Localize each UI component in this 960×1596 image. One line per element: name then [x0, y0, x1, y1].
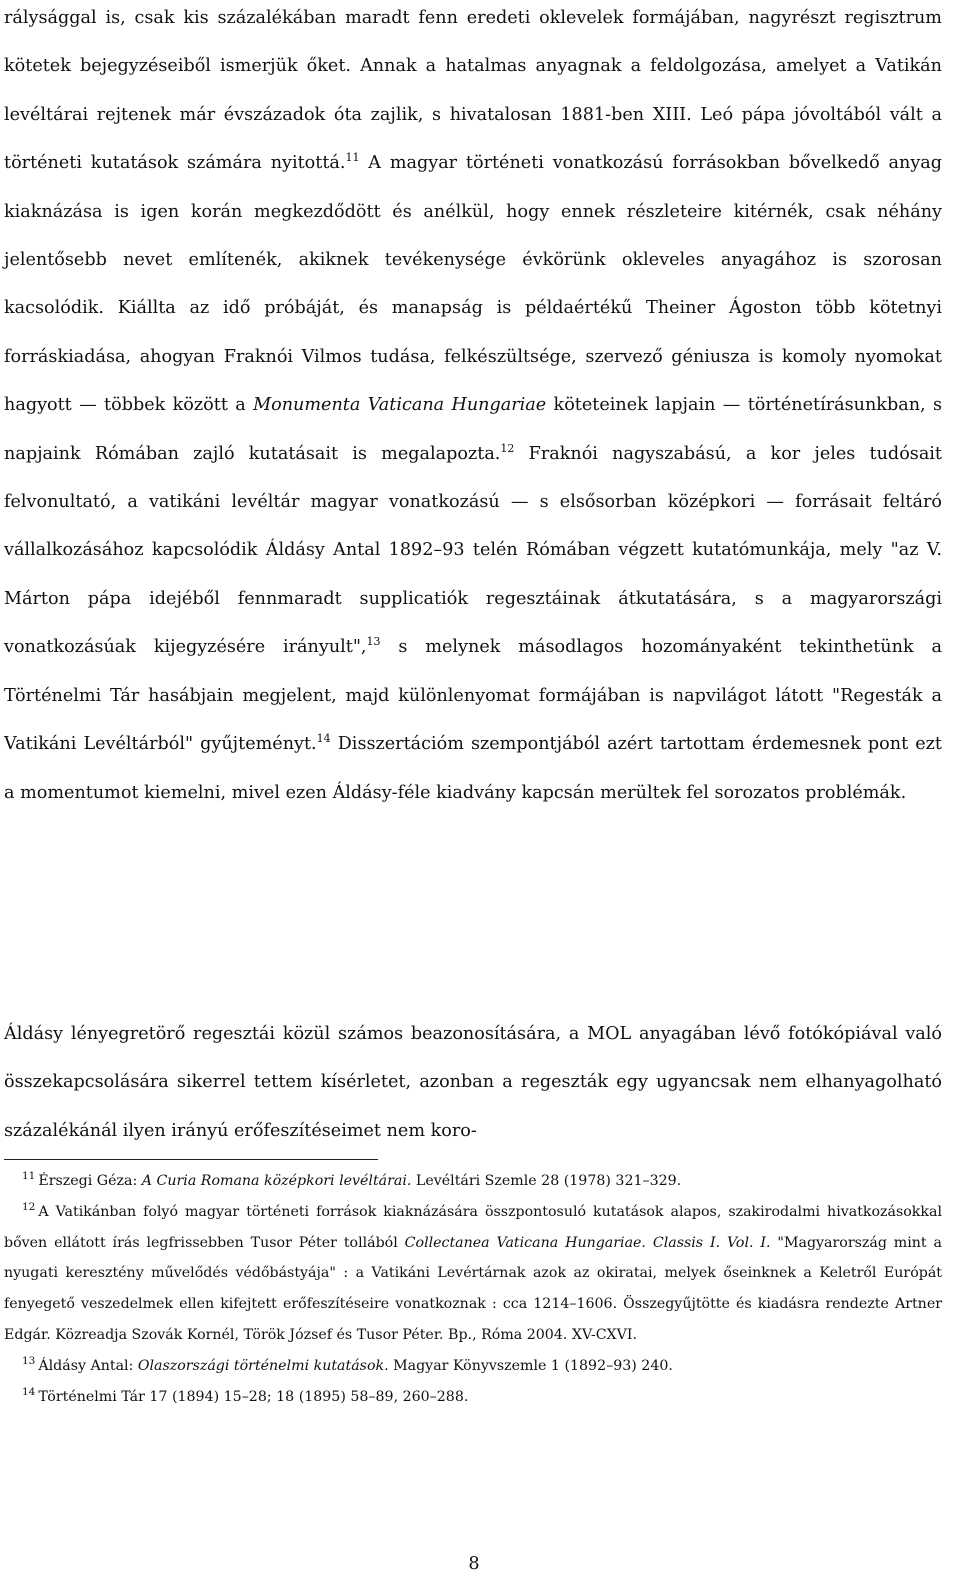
footnote-text: Áldásy Antal:: [38, 1357, 138, 1374]
text-run: Fraknói nagyszabású, a kor jeles tudósait felvonultató, a vatikáni levéltár magyar vonatkozású — s elsősorban középkori — forrásait feltáró vállalkozásához kapcsolódik Áldásy Antal 1892–93 telén Rómában végzett kutatómunkája, mely "az V. Márton pápa idejéből fennmaradt supplicatiók regesztáinak átkutatására, s a magyarországi vonatkozásúak kijegyzésére irányult",: [4, 443, 943, 658]
footnote-13: [4, 1351, 942, 1382]
text-run: A magyar történeti vonatkozású forrásokban bővelkedő anyag kiaknázása is igen korán megkezdődött és anélkül, hogy ennek részleteire kitérnék, csak néhány jelentősebb nevet említenék, akiknek tevékenysége évkörünk okleveles anyagához is szorosan kacsolódik. Kiállta az idő próbáját, és manapság is példaértékű Theiner Ágoston több kötetnyi forráskiadása, ahogyan Fraknói Vilmos tudása, felkészültsége, szervező géniusza is komoly nyomokat hagyott — többek között a: [4, 153, 943, 416]
footnote-number: 11: [22, 1170, 36, 1183]
footnote-ref-11[interactable]: 11: [345, 151, 360, 165]
text-run: s melynek másodlagos hozományaként tekinthetünk a Történelmi Tár hasábjain megjelent, majd különlenyomat formájában is napvilágot látott "Regesták a Vatikáni Levéltárból" gyűjteményt.: [4, 637, 942, 755]
footnote-text: Magyar Könyvszemle 1 (1892–93) 240.: [388, 1357, 673, 1374]
footnotes: [4, 1166, 942, 1412]
footnote-number: 12: [22, 1201, 36, 1214]
footnote-11: [4, 1166, 942, 1197]
italic-title: Monumenta Vaticana Hungariae: [253, 395, 547, 416]
page-number: 8: [468, 1554, 480, 1574]
footnote-italic: Collectanea Vaticana Hungariae. Classis I. Vol. I.: [404, 1234, 771, 1251]
text-run: Disszertációm szempontjából azért tartottam érdemesnek pont ezt a momentumot kiemelni, mivel ezen Áldásy-féle kiadvány kapcsán merültek fel sorozatos problémák.: [4, 734, 942, 803]
footnote-italic: Olaszországi történelmi kutatások.: [137, 1357, 389, 1374]
footnote-ref-13[interactable]: 13: [366, 635, 381, 649]
footnote-text: A Vatikánban folyó magyar történeti források kiaknázására összpontosuló kutatások alapos, szakirodalmi hivatkozásokkal bőven ellátott írás legfrissebben Tusor Péter tollából: [4, 1203, 942, 1251]
body-paragraph-1: [4, 0, 942, 817]
footnote-separator: [4, 1159, 378, 1160]
text-run: rálysággal is, csak kis százalékában maradt fenn eredeti oklevelek formájában, nagyrészt regisztrum kötetek bejegyzéseiből ismerjük őket. Annak a hatalmas anyagnak a feldolgozása, amelyet a Vatikán levéltárai rejtenek már évszázadok óta zajlik, s hivatalosan 1881-ben XIII. Leó pápa jóvoltából vált a történeti kutatások számára nyitottá.: [4, 8, 942, 174]
body-paragraph-2: Áldásy lényegretörő regesztái közül számos beazonosítására, a MOL anyagában lévő fotókópiával való összekapcsolására sikerrel tettem kísérletet, azonban a regeszták egy ugyancsak nem elhanyagolható százalékánál ilyen irányú erőfeszítéseimet nem koro-: [4, 1024, 942, 1141]
footnote-text: "Magyarország mint a nyugati keresztény művelődés védőbástyája" : a Vatikáni Levértárnak azok az okiratai, melyek őseinknek a Keletről Európát fenyegető veszedelmek ellen kifejtett erőfeszítéseire vonatkoznak : cca 1214–1606. Összegyűjtötte és kiadásra rendezte Artner Edgár. Közreadja Szovák Kornél, Török József és Tusor Péter. Bp., Róma 2004. XV-CXVI.: [4, 1234, 942, 1343]
footnote-text: Levéltári Szemle 28 (1978) 321–329.: [411, 1173, 682, 1189]
footnote-12: [4, 1197, 942, 1351]
footnote-14: [4, 1382, 942, 1413]
footnote-text: Történelmi Tár 17 (1894) 15–28; 18 (1895) 58–89, 260–288.: [38, 1388, 469, 1405]
footnote-number: 13: [22, 1355, 36, 1368]
footnote-ref-12[interactable]: 12: [500, 441, 515, 455]
footnote-italic: A Curia Romana középkori levéltárai.: [141, 1173, 412, 1189]
footnote-text: Érszegi Géza:: [38, 1173, 142, 1189]
footnote-number: 14: [22, 1385, 36, 1398]
footnote-ref-14[interactable]: 14: [316, 732, 331, 746]
text-run: köteteinek lapjain — történetírásunkban, s napjaink Rómában zajló kutatásait is megalapozta.: [4, 395, 942, 464]
